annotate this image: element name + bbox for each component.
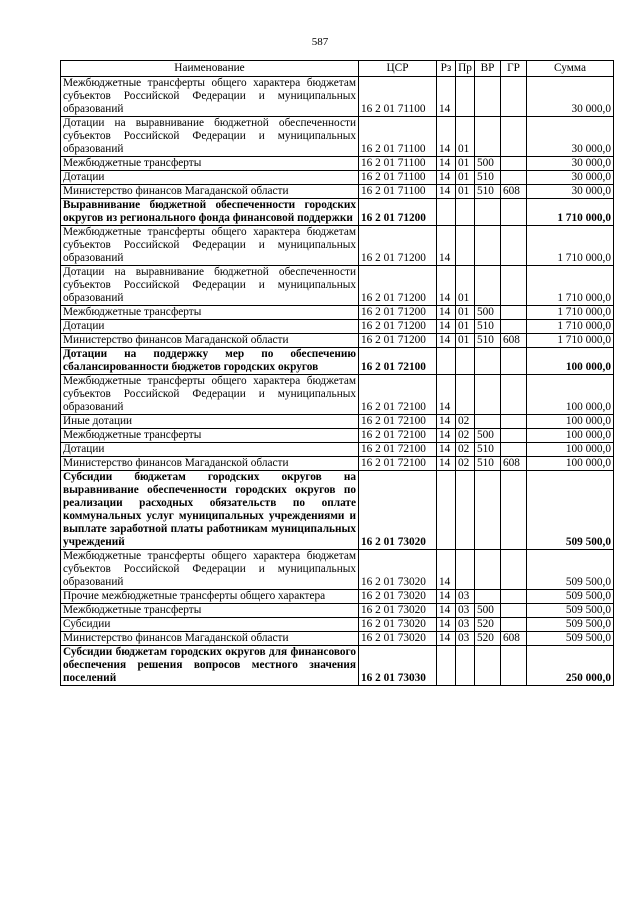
cell-gr: 608	[501, 334, 527, 348]
cell-name: Межбюджетные трансферты общего характера бюджетам субъектов Российской Федерации и муниципальных образований	[61, 77, 359, 117]
cell-gr	[501, 646, 527, 686]
cell-pr	[456, 226, 475, 266]
cell-gr	[501, 443, 527, 457]
cell-name: Выравнивание бюджетной обеспеченности городских округов из регионального фонда финансовой поддержки	[61, 199, 359, 226]
cell-vr: 510	[475, 320, 501, 334]
table-row	[61, 632, 614, 646]
cell-sum: 30 000,0	[527, 117, 614, 157]
cell-vr: 500	[475, 157, 501, 171]
cell-gr	[501, 306, 527, 320]
cell-vr: 510	[475, 443, 501, 457]
header-pr: Пр	[456, 61, 475, 77]
cell-vr: 520	[475, 632, 501, 646]
cell-csr: 16 2 01 71200	[359, 334, 437, 348]
cell-vr: 500	[475, 604, 501, 618]
cell-csr: 16 2 01 73030	[359, 646, 437, 686]
cell-gr	[501, 375, 527, 415]
cell-sum: 30 000,0	[527, 171, 614, 185]
cell-vr	[475, 77, 501, 117]
cell-pr: 01	[456, 334, 475, 348]
table-row	[61, 443, 614, 457]
cell-sum: 30 000,0	[527, 185, 614, 199]
cell-rz: 14	[437, 334, 456, 348]
cell-sum: 509 500,0	[527, 590, 614, 604]
cell-vr	[475, 226, 501, 266]
cell-sum: 1 710 000,0	[527, 226, 614, 266]
cell-csr: 16 2 01 71100	[359, 77, 437, 117]
cell-rz: 14	[437, 375, 456, 415]
table-header-row	[61, 61, 614, 77]
cell-csr: 16 2 01 72100	[359, 375, 437, 415]
cell-rz	[437, 646, 456, 686]
budget-table	[60, 60, 614, 686]
cell-rz: 14	[437, 320, 456, 334]
cell-name: Дотации на выравнивание бюджетной обеспеченности субъектов Российской Федерации и муниципальных образований	[61, 117, 359, 157]
cell-pr	[456, 375, 475, 415]
cell-csr: 16 2 01 72100	[359, 457, 437, 471]
cell-gr	[501, 348, 527, 375]
cell-rz: 14	[437, 429, 456, 443]
table-row	[61, 457, 614, 471]
cell-sum: 30 000,0	[527, 77, 614, 117]
cell-pr	[456, 471, 475, 550]
header-rz: Рз	[437, 61, 456, 77]
cell-gr	[501, 415, 527, 429]
cell-csr: 16 2 01 71200	[359, 226, 437, 266]
cell-rz	[437, 471, 456, 550]
cell-vr	[475, 117, 501, 157]
cell-gr	[501, 199, 527, 226]
cell-rz: 14	[437, 415, 456, 429]
cell-pr: 02	[456, 429, 475, 443]
cell-name: Министерство финансов Магаданской области	[61, 185, 359, 199]
cell-pr: 03	[456, 604, 475, 618]
cell-csr: 16 2 01 71100	[359, 171, 437, 185]
cell-vr: 520	[475, 618, 501, 632]
cell-gr: 608	[501, 457, 527, 471]
cell-name: Дотации	[61, 171, 359, 185]
cell-gr: 608	[501, 632, 527, 646]
cell-pr: 01	[456, 306, 475, 320]
cell-rz: 14	[437, 157, 456, 171]
cell-rz: 14	[437, 77, 456, 117]
cell-sum: 30 000,0	[527, 157, 614, 171]
cell-pr	[456, 646, 475, 686]
cell-gr	[501, 471, 527, 550]
cell-csr: 16 2 01 73020	[359, 550, 437, 590]
cell-name: Субсидии бюджетам городских округов на выравнивание обеспеченности городских округов по реализации расходных обязательств по оплате коммунальных услуг муниципальных учреждениями и выплате заработной платы работникам муниципальных учреждений	[61, 471, 359, 550]
cell-vr	[475, 199, 501, 226]
cell-sum: 509 500,0	[527, 618, 614, 632]
cell-pr: 02	[456, 457, 475, 471]
cell-gr	[501, 77, 527, 117]
table-row	[61, 320, 614, 334]
cell-pr	[456, 550, 475, 590]
cell-name: Министерство финансов Магаданской области	[61, 457, 359, 471]
header-sum: Сумма	[527, 61, 614, 77]
cell-vr	[475, 375, 501, 415]
table-row	[61, 471, 614, 550]
table-row	[61, 604, 614, 618]
cell-sum: 1 710 000,0	[527, 320, 614, 334]
cell-vr: 510	[475, 457, 501, 471]
cell-vr: 510	[475, 171, 501, 185]
cell-gr	[501, 117, 527, 157]
cell-rz: 14	[437, 171, 456, 185]
cell-name: Межбюджетные трансферты общего характера бюджетам субъектов Российской Федерации и муниципальных образований	[61, 226, 359, 266]
table-row	[61, 185, 614, 199]
cell-pr: 02	[456, 415, 475, 429]
table-row	[61, 306, 614, 320]
cell-sum: 100 000,0	[527, 443, 614, 457]
table-row	[61, 334, 614, 348]
cell-sum: 1 710 000,0	[527, 306, 614, 320]
cell-vr	[475, 590, 501, 604]
cell-name: Межбюджетные трансферты	[61, 157, 359, 171]
cell-csr: 16 2 01 72100	[359, 415, 437, 429]
cell-rz: 14	[437, 185, 456, 199]
cell-pr: 03	[456, 632, 475, 646]
cell-vr	[475, 646, 501, 686]
cell-gr	[501, 550, 527, 590]
cell-sum: 100 000,0	[527, 375, 614, 415]
cell-csr: 16 2 01 72100	[359, 443, 437, 457]
cell-gr	[501, 171, 527, 185]
table-row	[61, 348, 614, 375]
cell-gr	[501, 429, 527, 443]
cell-gr	[501, 320, 527, 334]
cell-csr: 16 2 01 73020	[359, 604, 437, 618]
cell-rz: 14	[437, 443, 456, 457]
cell-sum: 1 710 000,0	[527, 199, 614, 226]
cell-vr	[475, 266, 501, 306]
cell-rz: 14	[437, 306, 456, 320]
cell-sum: 1 710 000,0	[527, 266, 614, 306]
cell-pr: 01	[456, 157, 475, 171]
cell-csr: 16 2 01 71200	[359, 320, 437, 334]
table-row	[61, 429, 614, 443]
header-gr: ГР	[501, 61, 527, 77]
cell-rz: 14	[437, 226, 456, 266]
cell-csr: 16 2 01 71100	[359, 117, 437, 157]
cell-sum: 100 000,0	[527, 348, 614, 375]
cell-sum: 100 000,0	[527, 415, 614, 429]
cell-csr: 16 2 01 71200	[359, 306, 437, 320]
cell-gr	[501, 266, 527, 306]
cell-name: Дотации	[61, 320, 359, 334]
cell-pr: 01	[456, 185, 475, 199]
cell-vr: 510	[475, 334, 501, 348]
cell-gr: 608	[501, 185, 527, 199]
cell-name: Субсидии бюджетам городских округов для финансового обеспечения решения вопросов местного значения поселений	[61, 646, 359, 686]
cell-name: Дотации на поддержку мер по обеспечению сбалансированности бюджетов городских округов	[61, 348, 359, 375]
cell-csr: 16 2 01 71100	[359, 185, 437, 199]
cell-sum: 100 000,0	[527, 429, 614, 443]
cell-gr	[501, 618, 527, 632]
cell-rz: 14	[437, 117, 456, 157]
cell-rz	[437, 348, 456, 375]
cell-sum: 509 500,0	[527, 632, 614, 646]
cell-rz: 14	[437, 266, 456, 306]
cell-csr: 16 2 01 73020	[359, 632, 437, 646]
cell-sum: 509 500,0	[527, 604, 614, 618]
cell-sum: 509 500,0	[527, 471, 614, 550]
cell-name: Межбюджетные трансферты общего характера бюджетам субъектов Российской Федерации и муниципальных образований	[61, 375, 359, 415]
cell-csr: 16 2 01 73020	[359, 618, 437, 632]
cell-pr: 03	[456, 590, 475, 604]
cell-pr	[456, 348, 475, 375]
cell-name: Межбюджетные трансферты	[61, 604, 359, 618]
cell-name: Дотации	[61, 443, 359, 457]
cell-rz: 14	[437, 550, 456, 590]
header-name: Наименование	[61, 61, 359, 77]
cell-csr: 16 2 01 73020	[359, 471, 437, 550]
cell-gr	[501, 226, 527, 266]
table-row	[61, 77, 614, 117]
table-row	[61, 226, 614, 266]
cell-rz: 14	[437, 590, 456, 604]
cell-csr: 16 2 01 72100	[359, 348, 437, 375]
cell-sum: 100 000,0	[527, 457, 614, 471]
table-row	[61, 375, 614, 415]
cell-rz: 14	[437, 604, 456, 618]
cell-csr: 16 2 01 73020	[359, 590, 437, 604]
cell-pr: 01	[456, 266, 475, 306]
cell-gr	[501, 604, 527, 618]
cell-pr: 01	[456, 171, 475, 185]
cell-name: Межбюджетные трансферты	[61, 429, 359, 443]
cell-sum: 509 500,0	[527, 550, 614, 590]
cell-vr: 500	[475, 306, 501, 320]
table-row	[61, 590, 614, 604]
cell-sum: 250 000,0	[527, 646, 614, 686]
header-vr: ВР	[475, 61, 501, 77]
cell-name: Иные дотации	[61, 415, 359, 429]
cell-vr	[475, 348, 501, 375]
cell-vr: 500	[475, 429, 501, 443]
cell-name: Межбюджетные трансферты общего характера бюджетам субъектов Российской Федерации и муниципальных образований	[61, 550, 359, 590]
cell-pr: 01	[456, 117, 475, 157]
page-number: 587	[311, 36, 329, 48]
cell-sum: 1 710 000,0	[527, 334, 614, 348]
cell-name: Прочие межбюджетные трансферты общего характера	[61, 590, 359, 604]
table-row	[61, 415, 614, 429]
cell-vr: 510	[475, 185, 501, 199]
cell-name: Межбюджетные трансферты	[61, 306, 359, 320]
cell-vr	[475, 415, 501, 429]
cell-csr: 16 2 01 71100	[359, 157, 437, 171]
cell-rz: 14	[437, 618, 456, 632]
table-row	[61, 550, 614, 590]
cell-name: Дотации на выравнивание бюджетной обеспеченности субъектов Российской Федерации и муниципальных образований	[61, 266, 359, 306]
cell-name: Субсидии	[61, 618, 359, 632]
cell-csr: 16 2 01 72100	[359, 429, 437, 443]
header-csr: ЦСР	[359, 61, 437, 77]
table-row	[61, 266, 614, 306]
table-body	[61, 77, 614, 686]
cell-rz: 14	[437, 457, 456, 471]
table-row	[61, 618, 614, 632]
cell-pr	[456, 77, 475, 117]
table-row	[61, 157, 614, 171]
cell-pr	[456, 199, 475, 226]
cell-rz	[437, 199, 456, 226]
table-row	[61, 646, 614, 686]
cell-pr: 03	[456, 618, 475, 632]
cell-rz: 14	[437, 632, 456, 646]
cell-pr: 02	[456, 443, 475, 457]
cell-gr	[501, 590, 527, 604]
table-row	[61, 171, 614, 185]
cell-name: Министерство финансов Магаданской области	[61, 334, 359, 348]
cell-vr	[475, 550, 501, 590]
cell-pr: 01	[456, 320, 475, 334]
cell-csr: 16 2 01 71200	[359, 266, 437, 306]
cell-gr	[501, 157, 527, 171]
cell-vr	[475, 471, 501, 550]
table-row	[61, 199, 614, 226]
table-row	[61, 117, 614, 157]
cell-csr: 16 2 01 71200	[359, 199, 437, 226]
cell-name: Министерство финансов Магаданской области	[61, 632, 359, 646]
